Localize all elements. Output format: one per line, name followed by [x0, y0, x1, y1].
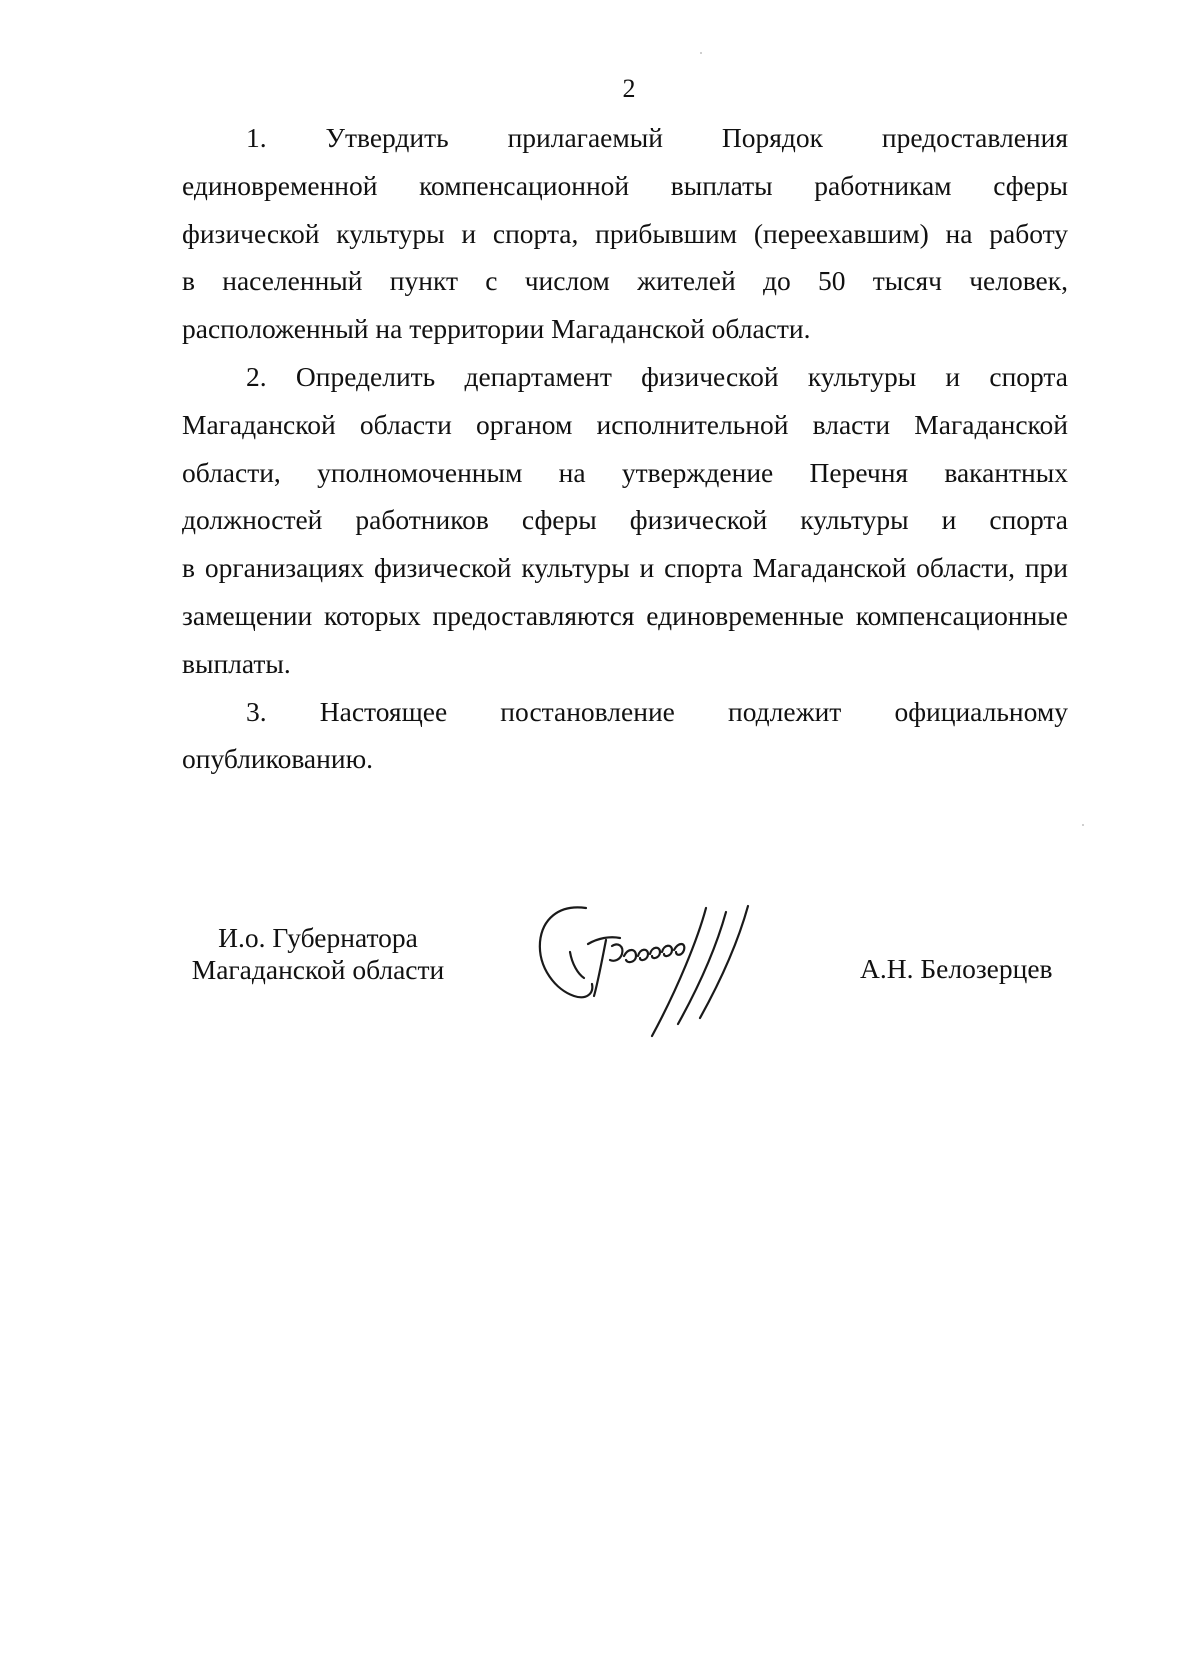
- paragraph-line: опубликованию.: [182, 743, 373, 775]
- signatory-title-line: И.о. Губернатора: [218, 922, 418, 953]
- scan-speck: [1082, 824, 1084, 826]
- paragraph-line: области, уполномоченным на утверждение Перечня вакантных: [182, 456, 1068, 488]
- paragraph-line: в населенный пункт с числом жителей до 50 тысяч человек,: [182, 265, 1068, 297]
- scan-speck: [700, 52, 702, 54]
- page-number: 2: [622, 74, 636, 103]
- paragraph-line: единовременной компенсационной выплаты работникам сферы: [182, 169, 1068, 201]
- paragraph-1: [182, 114, 1068, 353]
- paragraph-line: выплаты.: [182, 647, 291, 679]
- signatory-title: [188, 922, 448, 986]
- paragraph-line: замещении которых предоставляются единовременные компенсационные: [182, 599, 1068, 631]
- handwritten-signature: [528, 898, 788, 1048]
- paragraph-line: 2. Определить департамент физической культуры и спорта: [246, 360, 1068, 392]
- paragraph-line: Магаданской области органом исполнительной власти Магаданской: [182, 408, 1068, 440]
- paragraph-line: расположенный на территории Магаданской области.: [182, 313, 811, 345]
- paragraph-line: должностей работников сферы физической культуры и спорта: [182, 504, 1068, 536]
- paragraph-3: [182, 688, 1068, 784]
- paragraph-2: [182, 353, 1068, 688]
- paragraph-line: 1. Утвердить прилагаемый Порядок предоставления: [246, 122, 1068, 153]
- signature-block: [0, 922, 1200, 1062]
- signatory-name: А.Н. Белозерцев: [860, 953, 1053, 984]
- signatory-title-line: Магаданской области: [191, 954, 445, 985]
- document-body: [182, 114, 1068, 783]
- paragraph-line: в организациях физической культуры и спорта Магаданской области, при: [182, 552, 1068, 584]
- paragraph-line: 3. Настоящее постановление подлежит официальному: [246, 695, 1068, 727]
- paragraph-line: физической культуры и спорта, прибывшим (переехавшим) на работу: [182, 217, 1068, 249]
